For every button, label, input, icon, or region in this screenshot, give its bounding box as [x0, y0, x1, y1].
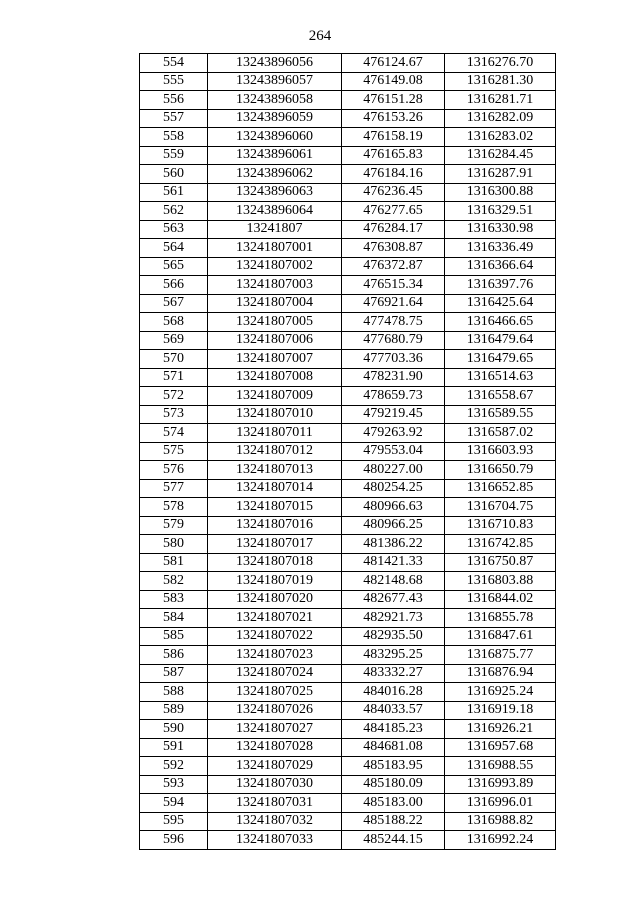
- table-row: [140, 183, 556, 202]
- y-coordinate-cell: 1316587.02: [445, 424, 556, 443]
- x-coordinate-cell: 485180.09: [342, 775, 445, 794]
- y-coordinate-cell: 1316710.83: [445, 516, 556, 535]
- table-row: [140, 442, 556, 461]
- table-row: [140, 313, 556, 332]
- table-row: [140, 590, 556, 609]
- point-number-cell: 564: [140, 239, 208, 258]
- table-row: [140, 664, 556, 683]
- table-row: [140, 738, 556, 757]
- y-coordinate-cell: 1316750.87: [445, 553, 556, 572]
- y-coordinate-cell: 1316397.76: [445, 276, 556, 295]
- cadastral-id-cell: 13243896064: [208, 202, 342, 221]
- point-number-cell: 558: [140, 128, 208, 147]
- cadastral-id-cell: 13241807003: [208, 276, 342, 295]
- point-number-cell: 581: [140, 553, 208, 572]
- x-coordinate-cell: 476153.26: [342, 109, 445, 128]
- table-row: [140, 609, 556, 628]
- cadastral-id-cell: 13241807031: [208, 794, 342, 813]
- y-coordinate-cell: 1316704.75: [445, 498, 556, 517]
- table-row: [140, 683, 556, 702]
- x-coordinate-cell: 476236.45: [342, 183, 445, 202]
- x-coordinate-cell: 480966.63: [342, 498, 445, 517]
- x-coordinate-cell: 476151.28: [342, 91, 445, 110]
- y-coordinate-cell: 1316283.02: [445, 128, 556, 147]
- point-number-cell: 583: [140, 590, 208, 609]
- cadastral-id-cell: 13243896056: [208, 54, 342, 73]
- y-coordinate-cell: 1316919.18: [445, 701, 556, 720]
- cadastral-id-cell: 13243896061: [208, 146, 342, 165]
- table-row: [140, 350, 556, 369]
- y-coordinate-cell: 1316988.82: [445, 812, 556, 831]
- cadastral-id-cell: 13243896062: [208, 165, 342, 184]
- cadastral-id-cell: 13241807014: [208, 479, 342, 498]
- cadastral-id-cell: 13241807032: [208, 812, 342, 831]
- table-row: [140, 368, 556, 387]
- y-coordinate-cell: 1316957.68: [445, 738, 556, 757]
- cadastral-id-cell: 13241807002: [208, 257, 342, 276]
- point-number-cell: 557: [140, 109, 208, 128]
- table-row: [140, 794, 556, 813]
- point-number-cell: 580: [140, 535, 208, 554]
- x-coordinate-cell: 478659.73: [342, 387, 445, 406]
- y-coordinate-cell: 1316282.09: [445, 109, 556, 128]
- coordinates-table: [139, 53, 556, 850]
- point-number-cell: 578: [140, 498, 208, 517]
- x-coordinate-cell: 480254.25: [342, 479, 445, 498]
- cadastral-id-cell: 13241807007: [208, 350, 342, 369]
- cadastral-id-cell: 13241807028: [208, 738, 342, 757]
- table-row: [140, 109, 556, 128]
- y-coordinate-cell: 1316652.85: [445, 479, 556, 498]
- cadastral-id-cell: 13241807027: [208, 720, 342, 739]
- cadastral-id-cell: 13241807: [208, 220, 342, 239]
- point-number-cell: 554: [140, 54, 208, 73]
- x-coordinate-cell: 485244.15: [342, 831, 445, 850]
- table-row: [140, 54, 556, 73]
- table-row: [140, 424, 556, 443]
- y-coordinate-cell: 1316589.55: [445, 405, 556, 424]
- y-coordinate-cell: 1316284.45: [445, 146, 556, 165]
- table-row: [140, 775, 556, 794]
- x-coordinate-cell: 484033.57: [342, 701, 445, 720]
- y-coordinate-cell: 1316855.78: [445, 609, 556, 628]
- point-number-cell: 594: [140, 794, 208, 813]
- table-row: [140, 831, 556, 850]
- table-row: [140, 720, 556, 739]
- table-row: [140, 461, 556, 480]
- x-coordinate-cell: 476184.16: [342, 165, 445, 184]
- x-coordinate-cell: 476149.08: [342, 72, 445, 91]
- point-number-cell: 591: [140, 738, 208, 757]
- x-coordinate-cell: 481386.22: [342, 535, 445, 554]
- table-row: [140, 405, 556, 424]
- x-coordinate-cell: 484681.08: [342, 738, 445, 757]
- y-coordinate-cell: 1316650.79: [445, 461, 556, 480]
- table-row: [140, 72, 556, 91]
- y-coordinate-cell: 1316425.64: [445, 294, 556, 313]
- point-number-cell: 555: [140, 72, 208, 91]
- table-row: [140, 165, 556, 184]
- point-number-cell: 585: [140, 627, 208, 646]
- x-coordinate-cell: 477478.75: [342, 313, 445, 332]
- cadastral-id-cell: 13241807033: [208, 831, 342, 850]
- cadastral-id-cell: 13243896058: [208, 91, 342, 110]
- cadastral-id-cell: 13241807019: [208, 572, 342, 591]
- x-coordinate-cell: 479219.45: [342, 405, 445, 424]
- table-row: [140, 257, 556, 276]
- table-row: [140, 812, 556, 831]
- y-coordinate-cell: 1316329.51: [445, 202, 556, 221]
- table-row: [140, 498, 556, 517]
- x-coordinate-cell: 476515.34: [342, 276, 445, 295]
- x-coordinate-cell: 484016.28: [342, 683, 445, 702]
- cadastral-id-cell: 13241807017: [208, 535, 342, 554]
- x-coordinate-cell: 479553.04: [342, 442, 445, 461]
- cadastral-id-cell: 13241807004: [208, 294, 342, 313]
- y-coordinate-cell: 1316875.77: [445, 646, 556, 665]
- x-coordinate-cell: 476124.67: [342, 54, 445, 73]
- cadastral-id-cell: 13243896063: [208, 183, 342, 202]
- point-number-cell: 561: [140, 183, 208, 202]
- table-row: [140, 202, 556, 221]
- point-number-cell: 570: [140, 350, 208, 369]
- table-row: [140, 757, 556, 776]
- cadastral-id-cell: 13241807016: [208, 516, 342, 535]
- y-coordinate-cell: 1316996.01: [445, 794, 556, 813]
- y-coordinate-cell: 1316514.63: [445, 368, 556, 387]
- cadastral-id-cell: 13241807030: [208, 775, 342, 794]
- x-coordinate-cell: 480227.00: [342, 461, 445, 480]
- cadastral-id-cell: 13241807029: [208, 757, 342, 776]
- x-coordinate-cell: 476277.65: [342, 202, 445, 221]
- cadastral-id-cell: 13241807008: [208, 368, 342, 387]
- table-row: [140, 553, 556, 572]
- y-coordinate-cell: 1316366.64: [445, 257, 556, 276]
- point-number-cell: 565: [140, 257, 208, 276]
- y-coordinate-cell: 1316479.65: [445, 350, 556, 369]
- table-row: [140, 516, 556, 535]
- y-coordinate-cell: 1316993.89: [445, 775, 556, 794]
- point-number-cell: 563: [140, 220, 208, 239]
- table-row: [140, 220, 556, 239]
- point-number-cell: 569: [140, 331, 208, 350]
- table-row: [140, 128, 556, 147]
- point-number-cell: 568: [140, 313, 208, 332]
- point-number-cell: 573: [140, 405, 208, 424]
- cadastral-id-cell: 13241807023: [208, 646, 342, 665]
- cadastral-id-cell: 13241807020: [208, 590, 342, 609]
- point-number-cell: 588: [140, 683, 208, 702]
- y-coordinate-cell: 1316803.88: [445, 572, 556, 591]
- x-coordinate-cell: 476284.17: [342, 220, 445, 239]
- coordinates-table-body: [140, 54, 556, 850]
- x-coordinate-cell: 479263.92: [342, 424, 445, 443]
- cadastral-id-cell: 13241807018: [208, 553, 342, 572]
- x-coordinate-cell: 476165.83: [342, 146, 445, 165]
- point-number-cell: 571: [140, 368, 208, 387]
- y-coordinate-cell: 1316742.85: [445, 535, 556, 554]
- y-coordinate-cell: 1316330.98: [445, 220, 556, 239]
- x-coordinate-cell: 483295.25: [342, 646, 445, 665]
- point-number-cell: 590: [140, 720, 208, 739]
- cadastral-id-cell: 13241807024: [208, 664, 342, 683]
- x-coordinate-cell: 478231.90: [342, 368, 445, 387]
- y-coordinate-cell: 1316876.94: [445, 664, 556, 683]
- cadastral-id-cell: 13241807026: [208, 701, 342, 720]
- x-coordinate-cell: 476372.87: [342, 257, 445, 276]
- cadastral-id-cell: 13241807013: [208, 461, 342, 480]
- table-row: [140, 146, 556, 165]
- page-number: 264: [308, 28, 332, 44]
- point-number-cell: 556: [140, 91, 208, 110]
- y-coordinate-cell: 1316479.64: [445, 331, 556, 350]
- point-number-cell: 584: [140, 609, 208, 628]
- point-number-cell: 559: [140, 146, 208, 165]
- x-coordinate-cell: 481421.33: [342, 553, 445, 572]
- point-number-cell: 574: [140, 424, 208, 443]
- point-number-cell: 576: [140, 461, 208, 480]
- y-coordinate-cell: 1316466.65: [445, 313, 556, 332]
- x-coordinate-cell: 482148.68: [342, 572, 445, 591]
- x-coordinate-cell: 485183.95: [342, 757, 445, 776]
- table-row: [140, 646, 556, 665]
- x-coordinate-cell: 476308.87: [342, 239, 445, 258]
- point-number-cell: 593: [140, 775, 208, 794]
- x-coordinate-cell: 477703.36: [342, 350, 445, 369]
- x-coordinate-cell: 482935.50: [342, 627, 445, 646]
- x-coordinate-cell: 476921.64: [342, 294, 445, 313]
- table-row: [140, 627, 556, 646]
- y-coordinate-cell: 1316287.91: [445, 165, 556, 184]
- point-number-cell: 567: [140, 294, 208, 313]
- point-number-cell: 582: [140, 572, 208, 591]
- point-number-cell: 587: [140, 664, 208, 683]
- y-coordinate-cell: 1316300.88: [445, 183, 556, 202]
- point-number-cell: 577: [140, 479, 208, 498]
- cadastral-id-cell: 13241807021: [208, 609, 342, 628]
- x-coordinate-cell: 482677.43: [342, 590, 445, 609]
- y-coordinate-cell: 1316276.70: [445, 54, 556, 73]
- cadastral-id-cell: 13241807006: [208, 331, 342, 350]
- cadastral-id-cell: 13241807012: [208, 442, 342, 461]
- table-row: [140, 387, 556, 406]
- y-coordinate-cell: 1316844.02: [445, 590, 556, 609]
- cadastral-id-cell: 13241807011: [208, 424, 342, 443]
- table-row: [140, 331, 556, 350]
- x-coordinate-cell: 483332.27: [342, 664, 445, 683]
- y-coordinate-cell: 1316925.24: [445, 683, 556, 702]
- y-coordinate-cell: 1316336.49: [445, 239, 556, 258]
- y-coordinate-cell: 1316603.93: [445, 442, 556, 461]
- table-row: [140, 239, 556, 258]
- table-row: [140, 91, 556, 110]
- point-number-cell: 589: [140, 701, 208, 720]
- y-coordinate-cell: 1316281.71: [445, 91, 556, 110]
- point-number-cell: 586: [140, 646, 208, 665]
- point-number-cell: 575: [140, 442, 208, 461]
- cadastral-id-cell: 13241807025: [208, 683, 342, 702]
- cadastral-id-cell: 13243896059: [208, 109, 342, 128]
- point-number-cell: 572: [140, 387, 208, 406]
- cadastral-id-cell: 13241807005: [208, 313, 342, 332]
- cadastral-id-cell: 13241807001: [208, 239, 342, 258]
- cadastral-id-cell: 13241807010: [208, 405, 342, 424]
- y-coordinate-cell: 1316926.21: [445, 720, 556, 739]
- x-coordinate-cell: 485188.22: [342, 812, 445, 831]
- x-coordinate-cell: 476158.19: [342, 128, 445, 147]
- x-coordinate-cell: 480966.25: [342, 516, 445, 535]
- x-coordinate-cell: 482921.73: [342, 609, 445, 628]
- table-row: [140, 294, 556, 313]
- cadastral-id-cell: 13243896060: [208, 128, 342, 147]
- table-row: [140, 535, 556, 554]
- table-row: [140, 572, 556, 591]
- x-coordinate-cell: 477680.79: [342, 331, 445, 350]
- y-coordinate-cell: 1316992.24: [445, 831, 556, 850]
- point-number-cell: 579: [140, 516, 208, 535]
- point-number-cell: 596: [140, 831, 208, 850]
- x-coordinate-cell: 484185.23: [342, 720, 445, 739]
- y-coordinate-cell: 1316847.61: [445, 627, 556, 646]
- y-coordinate-cell: 1316558.67: [445, 387, 556, 406]
- cadastral-id-cell: 13241807015: [208, 498, 342, 517]
- y-coordinate-cell: 1316988.55: [445, 757, 556, 776]
- table-row: [140, 479, 556, 498]
- table-row: [140, 276, 556, 295]
- table-row: [140, 701, 556, 720]
- point-number-cell: 566: [140, 276, 208, 295]
- point-number-cell: 560: [140, 165, 208, 184]
- point-number-cell: 562: [140, 202, 208, 221]
- cadastral-id-cell: 13243896057: [208, 72, 342, 91]
- x-coordinate-cell: 485183.00: [342, 794, 445, 813]
- y-coordinate-cell: 1316281.30: [445, 72, 556, 91]
- point-number-cell: 592: [140, 757, 208, 776]
- cadastral-id-cell: 13241807009: [208, 387, 342, 406]
- point-number-cell: 595: [140, 812, 208, 831]
- cadastral-id-cell: 13241807022: [208, 627, 342, 646]
